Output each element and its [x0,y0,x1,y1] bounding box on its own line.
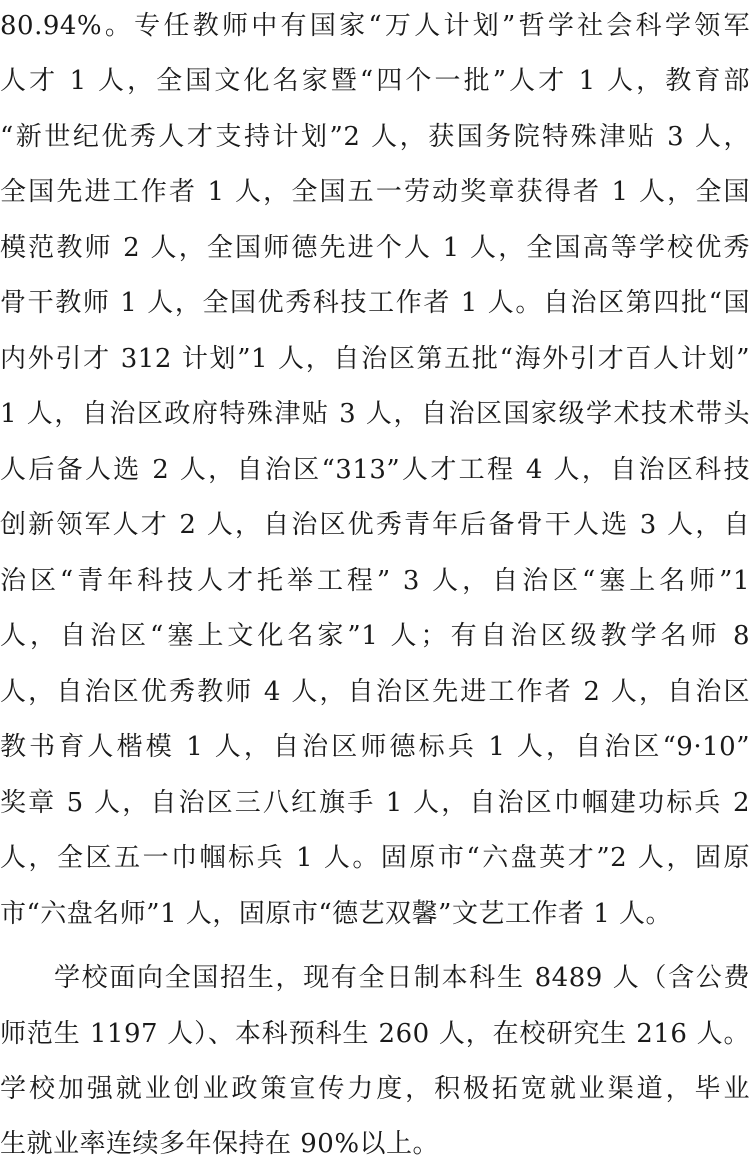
text-line: 模范教师 2 人，全国师德先进个人 1 人，全国高等学校优秀 [0,233,750,263]
text-line: 教书育人楷模 1 人，自治区师德标兵 1 人，自治区“9·10” [0,732,750,762]
text-line: 创新领军人才 2 人，自治区优秀青年后备骨干人选 3 人，自 [0,510,750,540]
text-line: 全国先进工作者 1 人，全国五一劳动奖章获得者 1 人，全国 [0,177,750,207]
text-line: 骨干教师 1 人，全国优秀科技工作者 1 人。自治区第四批“国 [0,288,750,318]
text-line: 人，全区五一巾帼标兵 1 人。固原市“六盘英才”2 人，固原 [0,843,750,873]
text-line: 师范生 1197 人）、本科预科生 260 人，在校研究生 216 人。 [0,1019,750,1049]
text-line: 人后备人选 2 人，自治区“313”人才工程 4 人，自治区科技 [0,455,750,485]
text-line: 人，自治区“塞上文化名家”1 人；有自治区级教学名师 8 [0,621,750,651]
text-line: 内外引才 312 计划”1 人，自治区第五批“海外引才百人计划” [0,344,750,374]
text-line: 治区“青年科技人才托举工程” 3 人，自治区“塞上名师”1 [0,566,750,596]
text-line: 80.94%。专任教师中有国家“万人计划”哲学社会科学领军 [0,11,750,41]
text-line: 1 人，自治区政府特殊津贴 3 人，自治区国家级学术技术带头 [0,399,750,429]
text-line: 学校加强就业创业政策宣传力度，积极拓宽就业渠道，毕业 [0,1074,750,1104]
paragraph-first-line: 学校面向全国招生，现有全日制本科生 8489 人（含公费 [54,963,750,993]
text-line: 奖章 5 人，自治区三八红旗手 1 人，自治区巾帼建功标兵 2 [0,788,750,818]
text-line: 生就业率连续多年保持在 90%以上。 [0,1129,440,1159]
text-line: 市“六盘名师”1 人，固原市“德艺双馨”文艺工作者 1 人。 [0,899,673,929]
text-line: “新世纪优秀人才支持计划”2 人，获国务院特殊津贴 3 人， [0,122,750,152]
text-line: 人才 1 人，全国文化名家暨“四个一批”人才 1 人，教育部 [0,66,750,96]
text-line: 人，自治区优秀教师 4 人，自治区先进工作者 2 人，自治区 [0,677,750,707]
